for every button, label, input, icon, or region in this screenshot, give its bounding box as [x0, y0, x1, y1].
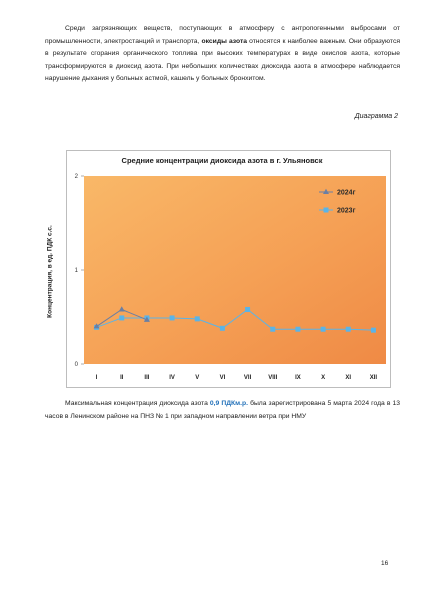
legend-label: 2023г [337, 207, 356, 215]
data-point-square [170, 315, 175, 320]
data-point-square [195, 316, 200, 321]
y-tick-label: 2 [74, 174, 78, 180]
x-tick-label: I [95, 375, 98, 381]
data-point-square [220, 326, 225, 331]
chart-y-axis-label: Концентрация, в ед. ПДК с.с. [46, 225, 54, 318]
y-tick-label: 0 [74, 362, 78, 368]
x-tick-label: IV [169, 375, 175, 381]
x-tick-label: V [195, 375, 200, 381]
x-tick-label: IX [295, 375, 301, 381]
y-tick-label: 1 [74, 268, 78, 274]
data-point-square [346, 327, 351, 332]
x-tick-label: III [144, 375, 150, 381]
x-tick-label: II [120, 375, 124, 381]
intro-bold-term: оксиды азота [201, 37, 247, 45]
intro-text-start: Среди загрязняющих веществ, поступающих в атмосферу с антропогенными выбросами от промышленности, электростанций и транспорта, [45, 25, 400, 45]
data-point-square [295, 327, 300, 332]
legend-label: 2024г [337, 189, 356, 197]
data-point-square [321, 327, 326, 332]
chart-title: Средние концентрации диоксида азота в г. Ульяновск [121, 156, 323, 165]
data-point-square [371, 328, 376, 333]
x-tick-label: X [321, 375, 326, 381]
max-text-end: была зарегистрирована 5 марта 2024 года в 13 часов в Ленинском районе на ПНЗ № 1 при западном направлении ветра при НМУ [45, 400, 400, 420]
max-value: 0,9 [209, 400, 220, 407]
x-tick-label: VI [219, 375, 226, 381]
max-concentration-paragraph [45, 398, 400, 423]
x-tick-label: XII [369, 375, 378, 381]
max-unit: ПДКм.р. [221, 400, 249, 407]
intro-text-end: относятся к наиболее важным. Они образуются в результате сгорания органического топлива при высоких температурах в виде окислов азота, которые трансформируются в диоксид азота. При небольших количествах диоксида азота в атмосфере наблюдается нарушение дыхания у больных астмой, кашель у больных бронхитом. [45, 37, 400, 83]
plot-area [84, 176, 386, 364]
legend-marker-square [324, 208, 329, 213]
data-point-square [270, 327, 275, 332]
x-tick-label: VII [243, 375, 252, 381]
data-point-square [119, 315, 124, 320]
max-text-start: Максимальная концентрация диоксида азота [65, 400, 210, 407]
page-number: 16 [381, 560, 389, 567]
x-tick-label: XI [345, 375, 352, 381]
data-point-square [245, 307, 250, 312]
diagram-caption: Диаграмма 2 [354, 113, 398, 120]
x-tick-label: VIII [268, 375, 278, 381]
